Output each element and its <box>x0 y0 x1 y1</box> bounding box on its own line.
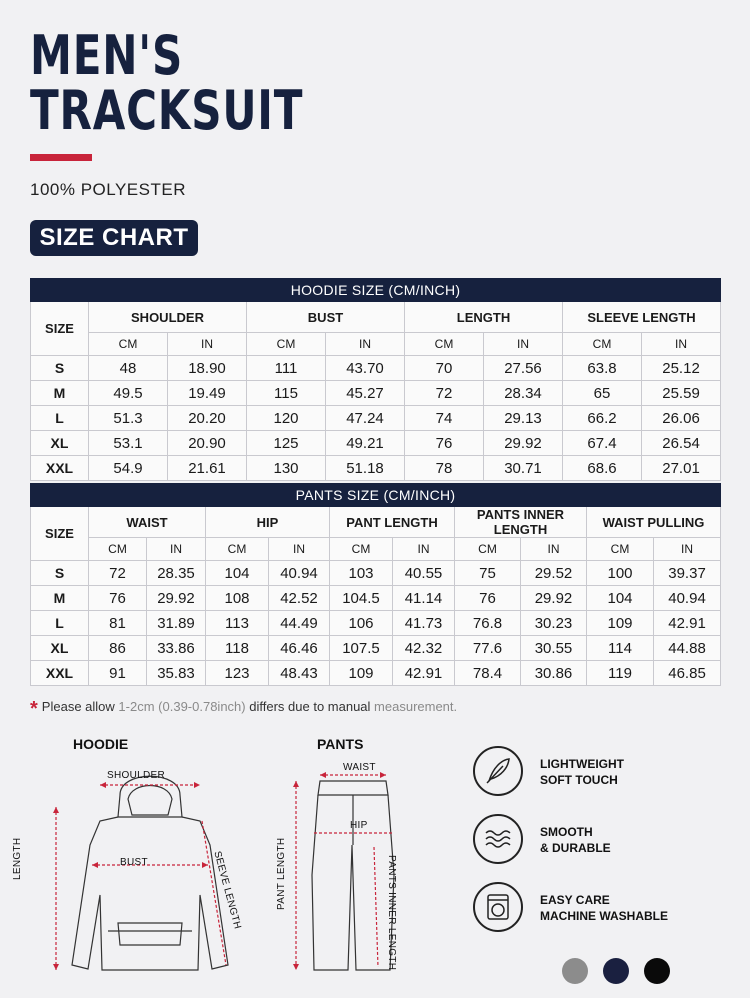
hoodie-table-row <box>31 356 721 381</box>
pants-value-cell: 44.49 <box>269 611 330 636</box>
hoodie-unit-header: CM <box>89 333 168 356</box>
hoodie-value-cell: 49.5 <box>89 381 168 406</box>
hoodie-value-cell: 130 <box>247 456 326 481</box>
hoodie-value-cell: 20.20 <box>168 406 247 431</box>
sleeve-length-label: SEEVE LENGTH <box>211 850 243 931</box>
note-range-inch: (0.39-0.78inch) <box>158 699 246 714</box>
pants-unit-header: CM <box>89 538 147 561</box>
pants-value-cell: 40.94 <box>654 586 721 611</box>
color-swatch-black[interactable] <box>644 958 670 984</box>
hoodie-value-cell: 78 <box>405 456 484 481</box>
hoodie-value-cell: 125 <box>247 431 326 456</box>
pants-value-cell: 86 <box>89 636 147 661</box>
hoodie-value-cell: 29.92 <box>484 431 563 456</box>
hoodie-table-row <box>31 456 721 481</box>
hoodie-value-cell: 53.1 <box>89 431 168 456</box>
hoodie-value-cell: 115 <box>247 381 326 406</box>
pants-table-row <box>31 661 721 686</box>
note-end: measurement. <box>374 699 458 714</box>
pants-size-cell: M <box>31 586 89 611</box>
pants-group-header: WAIST <box>89 507 206 538</box>
asterisk: * <box>30 698 38 720</box>
hoodie-value-cell: 74 <box>405 406 484 431</box>
waist-label: WAIST <box>343 762 376 773</box>
pants-diagram-title: PANTS <box>317 736 364 752</box>
hoodie-value-cell: 43.70 <box>326 356 405 381</box>
pants-value-cell: 42.32 <box>393 636 455 661</box>
pants-table-title: PANTS SIZE (CM/INCH) <box>31 484 721 507</box>
note-prefix: Please allow <box>41 699 115 714</box>
hoodie-table-row <box>31 406 721 431</box>
hoodie-group-header: SLEEVE LENGTH <box>563 302 721 333</box>
pants-value-cell: 109 <box>587 611 654 636</box>
hoodie-value-cell: 47.24 <box>326 406 405 431</box>
pants-value-cell: 30.55 <box>521 636 587 661</box>
feature-text <box>540 892 668 924</box>
pants-table-row <box>31 586 721 611</box>
hoodie-value-cell: 70 <box>405 356 484 381</box>
feature-text <box>540 824 611 856</box>
pants-diagram <box>270 755 440 985</box>
pants-value-cell: 40.94 <box>269 561 330 586</box>
pants-value-cell: 104 <box>587 586 654 611</box>
feature-line-1: EASY CARE <box>540 893 610 907</box>
pants-unit-header: CM <box>330 538 393 561</box>
inner-length-label: PANTS INNER LENGTH <box>386 855 397 971</box>
hoodie-value-cell: 49.21 <box>326 431 405 456</box>
pants-group-header: PANTS INNER LENGTH <box>455 507 587 538</box>
pants-value-cell: 29.52 <box>521 561 587 586</box>
pants-value-cell: 114 <box>587 636 654 661</box>
hoodie-value-cell: 19.49 <box>168 381 247 406</box>
feature-line-1: LIGHTWEIGHT <box>540 757 624 771</box>
pants-value-cell: 44.88 <box>654 636 721 661</box>
pants-value-cell: 76 <box>455 586 521 611</box>
hoodie-unit-header: IN <box>326 333 405 356</box>
hoodie-unit-header: IN <box>484 333 563 356</box>
pants-size-cell: S <box>31 561 89 586</box>
note-range: 1-2cm <box>118 699 155 714</box>
pants-value-cell: 31.89 <box>147 611 206 636</box>
pants-value-cell: 30.86 <box>521 661 587 686</box>
pants-unit-header: IN <box>521 538 587 561</box>
pants-value-cell: 104 <box>206 561 269 586</box>
hoodie-size-table <box>30 278 721 481</box>
pants-value-cell: 108 <box>206 586 269 611</box>
feature-line-2: SOFT TOUCH <box>540 773 618 787</box>
waves-icon <box>473 814 523 864</box>
hoodie-value-cell: 51.18 <box>326 456 405 481</box>
pants-value-cell: 119 <box>587 661 654 686</box>
feature-text <box>540 756 624 788</box>
pants-value-cell: 39.37 <box>654 561 721 586</box>
pants-value-cell: 29.92 <box>521 586 587 611</box>
hoodie-unit-header: CM <box>247 333 326 356</box>
hoodie-size-header: SIZE <box>31 302 89 356</box>
pants-group-header: PANT LENGTH <box>330 507 455 538</box>
pants-value-cell: 33.86 <box>147 636 206 661</box>
pants-value-cell: 106 <box>330 611 393 636</box>
color-swatch-navy[interactable] <box>603 958 629 984</box>
hoodie-value-cell: 28.34 <box>484 381 563 406</box>
hoodie-unit-header: IN <box>168 333 247 356</box>
hoodie-unit-header: IN <box>642 333 721 356</box>
hoodie-value-cell: 63.8 <box>563 356 642 381</box>
color-swatch-gray[interactable] <box>562 958 588 984</box>
pants-value-cell: 28.35 <box>147 561 206 586</box>
pant-length-label: PANT LENGTH <box>276 837 287 910</box>
hoodie-value-cell: 30.71 <box>484 456 563 481</box>
material-label: 100% POLYESTER <box>30 180 186 199</box>
title-line-1: MEN'S <box>30 24 184 87</box>
hoodie-unit-header: CM <box>563 333 642 356</box>
bust-label: BUST <box>120 857 148 868</box>
hoodie-value-cell: 76 <box>405 431 484 456</box>
hoodie-group-header: SHOULDER <box>89 302 247 333</box>
hoodie-value-cell: 51.3 <box>89 406 168 431</box>
pants-table-row <box>31 561 721 586</box>
washing-machine-icon <box>473 882 523 932</box>
hoodie-value-cell: 65 <box>563 381 642 406</box>
pants-value-cell: 109 <box>330 661 393 686</box>
pants-value-cell: 46.46 <box>269 636 330 661</box>
pants-unit-header: CM <box>587 538 654 561</box>
pants-value-cell: 46.85 <box>654 661 721 686</box>
feature-line-2: & DURABLE <box>540 841 611 855</box>
feature-line-1: SMOOTH <box>540 825 593 839</box>
hoodie-value-cell: 26.54 <box>642 431 721 456</box>
hoodie-size-cell: L <box>31 406 89 431</box>
hoodie-table-row <box>31 431 721 456</box>
pants-unit-header: CM <box>455 538 521 561</box>
hoodie-diagram-title: HOODIE <box>73 736 129 752</box>
pants-table-row <box>31 611 721 636</box>
pants-value-cell: 35.83 <box>147 661 206 686</box>
pants-value-cell: 41.73 <box>393 611 455 636</box>
hoodie-value-cell: 111 <box>247 356 326 381</box>
hip-label: HIP <box>350 820 368 831</box>
hoodie-value-cell: 54.9 <box>89 456 168 481</box>
length-label: LENGTH <box>12 837 23 880</box>
feather-icon <box>473 746 523 796</box>
hoodie-table-title: HOODIE SIZE (CM/INCH) <box>31 279 721 302</box>
hoodie-value-cell: 66.2 <box>563 406 642 431</box>
hoodie-value-cell: 21.61 <box>168 456 247 481</box>
hoodie-value-cell: 25.59 <box>642 381 721 406</box>
page-title <box>30 24 304 142</box>
pants-value-cell: 103 <box>330 561 393 586</box>
hoodie-value-cell: 25.12 <box>642 356 721 381</box>
measurement-note <box>30 698 457 721</box>
hoodie-value-cell: 45.27 <box>326 381 405 406</box>
feature-line-2: MACHINE WASHABLE <box>540 909 668 923</box>
pants-value-cell: 29.92 <box>147 586 206 611</box>
pants-value-cell: 118 <box>206 636 269 661</box>
hoodie-value-cell: 27.01 <box>642 456 721 481</box>
hoodie-size-cell: S <box>31 356 89 381</box>
pants-value-cell: 100 <box>587 561 654 586</box>
pants-size-cell: XXL <box>31 661 89 686</box>
hoodie-size-cell: XXL <box>31 456 89 481</box>
pants-value-cell: 81 <box>89 611 147 636</box>
pants-value-cell: 30.23 <box>521 611 587 636</box>
hoodie-value-cell: 20.90 <box>168 431 247 456</box>
pants-value-cell: 41.14 <box>393 586 455 611</box>
pants-unit-header: IN <box>147 538 206 561</box>
hoodie-table-row <box>31 381 721 406</box>
pants-value-cell: 77.6 <box>455 636 521 661</box>
pants-value-cell: 123 <box>206 661 269 686</box>
pants-value-cell: 113 <box>206 611 269 636</box>
pants-value-cell: 91 <box>89 661 147 686</box>
pants-value-cell: 42.91 <box>654 611 721 636</box>
pants-value-cell: 48.43 <box>269 661 330 686</box>
pants-value-cell: 75 <box>455 561 521 586</box>
pants-value-cell: 72 <box>89 561 147 586</box>
hoodie-value-cell: 72 <box>405 381 484 406</box>
hoodie-value-cell: 29.13 <box>484 406 563 431</box>
pants-value-cell: 78.4 <box>455 661 521 686</box>
size-chart-badge: SIZE CHART <box>30 220 198 256</box>
accent-bar <box>30 154 92 161</box>
hoodie-group-header: LENGTH <box>405 302 563 333</box>
hoodie-value-cell: 27.56 <box>484 356 563 381</box>
note-middle: differs due to manual <box>249 699 371 714</box>
hoodie-size-cell: M <box>31 381 89 406</box>
shoulder-label: SHOULDER <box>107 770 165 781</box>
hoodie-value-cell: 48 <box>89 356 168 381</box>
hoodie-group-header: BUST <box>247 302 405 333</box>
pants-size-table <box>30 483 721 686</box>
pants-value-cell: 107.5 <box>330 636 393 661</box>
pants-unit-header: CM <box>206 538 269 561</box>
pants-table-row <box>31 636 721 661</box>
pants-unit-header: IN <box>654 538 721 561</box>
pants-size-cell: L <box>31 611 89 636</box>
pants-unit-header: IN <box>269 538 330 561</box>
pants-unit-header: IN <box>393 538 455 561</box>
pants-value-cell: 42.91 <box>393 661 455 686</box>
pants-value-cell: 76 <box>89 586 147 611</box>
hoodie-unit-header: CM <box>405 333 484 356</box>
pants-group-header: WAIST PULLING <box>587 507 721 538</box>
pants-group-header: HIP <box>206 507 330 538</box>
hoodie-value-cell: 26.06 <box>642 406 721 431</box>
hoodie-size-cell: XL <box>31 431 89 456</box>
pants-size-cell: XL <box>31 636 89 661</box>
pants-value-cell: 76.8 <box>455 611 521 636</box>
title-line-2: TRACKSUIT <box>30 79 304 142</box>
hoodie-value-cell: 18.90 <box>168 356 247 381</box>
pants-value-cell: 104.5 <box>330 586 393 611</box>
pants-value-cell: 40.55 <box>393 561 455 586</box>
pants-value-cell: 42.52 <box>269 586 330 611</box>
pants-size-header: SIZE <box>31 507 89 561</box>
hoodie-value-cell: 120 <box>247 406 326 431</box>
hoodie-value-cell: 67.4 <box>563 431 642 456</box>
hoodie-value-cell: 68.6 <box>563 456 642 481</box>
